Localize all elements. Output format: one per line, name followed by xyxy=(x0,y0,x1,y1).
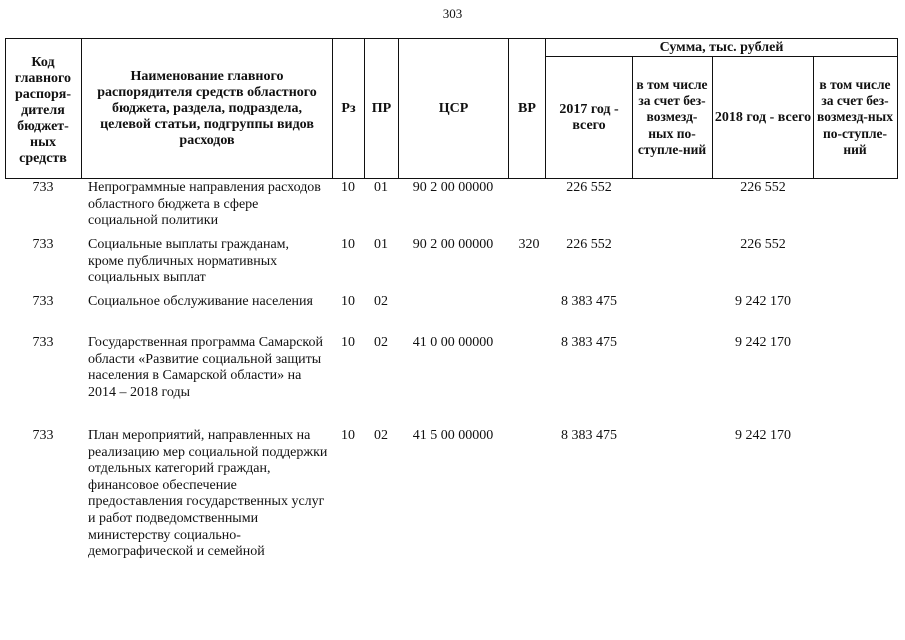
header-code: Код главного распоря-дителя бюджет-ных средств xyxy=(14,54,72,166)
cell-2018-total: 9 242 170 xyxy=(735,428,791,443)
cell-2018-total: 226 552 xyxy=(740,180,786,195)
cell-rz: 10 xyxy=(341,237,355,252)
cell-code: 733 xyxy=(32,294,54,309)
col-border xyxy=(897,38,898,179)
col-border xyxy=(81,38,82,179)
col-border xyxy=(813,56,814,179)
cell-2017-total: 8 383 475 xyxy=(561,335,617,350)
table-header xyxy=(5,38,898,179)
cell-2018-total: 9 242 170 xyxy=(735,294,791,309)
header-vr: ВР xyxy=(518,100,536,116)
cell-rz: 10 xyxy=(341,180,355,195)
header-pr: ПР xyxy=(371,100,392,116)
header-2017-free: в том числе за счет без-возмезд-ных по-ступле-ний xyxy=(636,76,708,157)
cell-pr: 01 xyxy=(374,180,388,195)
cell-code: 733 xyxy=(32,180,54,195)
cell-csr: 41 5 00 00000 xyxy=(412,428,494,443)
cell-pr: 02 xyxy=(374,335,388,350)
cell-rz: 10 xyxy=(341,294,355,309)
cell-name: Государственная программа Самарской области «Развитие социальной защиты населения в Самарской области» на 2014 – 2018 годы xyxy=(88,335,324,400)
header-sum: Сумма, тыс. рублей xyxy=(659,39,784,55)
cell-pr: 01 xyxy=(374,237,388,252)
cell-pr: 02 xyxy=(374,294,388,309)
cell-csr: 41 0 00 00000 xyxy=(412,335,494,350)
page-number: 303 xyxy=(442,6,463,21)
cell-2018-total: 226 552 xyxy=(740,237,786,252)
cell-csr: 90 2 00 00000 xyxy=(412,180,494,195)
cell-name: Непрограммные направления расходов областного бюджета в сфере социальной политики xyxy=(88,180,321,229)
col-border xyxy=(632,56,633,179)
cell-name: Социальное обслуживание населения xyxy=(88,294,313,309)
header-name: Наименование главного распорядителя средств областного бюджета, раздела, подраздела, целевой статьи, подгруппы видов расходов xyxy=(97,68,317,148)
cell-pr: 02 xyxy=(374,428,388,443)
header-2017-total: 2017 год - всего xyxy=(559,101,619,133)
cell-2017-total: 8 383 475 xyxy=(561,428,617,443)
header-rz: Рз xyxy=(341,100,356,116)
cell-rz: 10 xyxy=(341,335,355,350)
cell-2018-total: 9 242 170 xyxy=(735,335,791,350)
cell-2017-total: 226 552 xyxy=(566,180,612,195)
cell-csr: 90 2 00 00000 xyxy=(412,237,494,252)
cell-code: 733 xyxy=(32,335,54,350)
header-csr: ЦСР xyxy=(438,100,469,116)
header-2018-free: в том числе за счет без-возмезд-ных по-ступле-ний xyxy=(817,76,893,157)
cell-name: Социальные выплаты гражданам, кроме публичных нормативных социальных выплат xyxy=(88,237,290,286)
cell-code: 733 xyxy=(32,428,54,443)
cell-rz: 10 xyxy=(341,428,355,443)
cell-code: 733 xyxy=(32,237,54,252)
cell-name: План мероприятий, направленных на реализацию мер социальной поддержки отдельных категорий граждан, финансовое обеспечение предоставления государственных услуг и работ подведомственными министерству социально-демографической и семейной xyxy=(88,428,328,560)
cell-vr: 320 xyxy=(518,237,540,252)
header-2018-total: 2018 год - всего xyxy=(714,109,812,125)
cell-2017-total: 226 552 xyxy=(566,237,612,252)
header-bottom-border xyxy=(5,178,898,179)
cell-2017-total: 8 383 475 xyxy=(561,294,617,309)
budget-table xyxy=(5,38,898,598)
col-border xyxy=(5,38,6,179)
